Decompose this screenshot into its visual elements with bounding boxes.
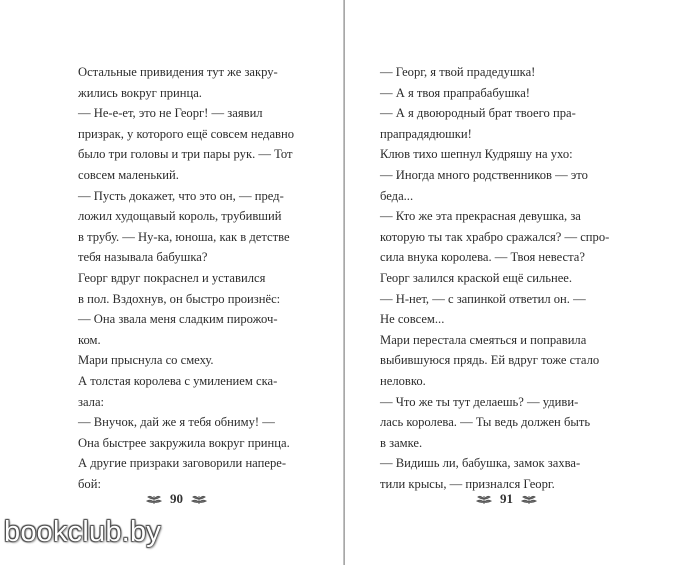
- text-line: беда...: [380, 188, 414, 203]
- text-line: которую ты так храбро сражался? — спро-: [380, 229, 610, 244]
- text-line: — Не-е-ет, это не Георг! — заявил: [78, 106, 263, 121]
- right-page-text: [380, 62, 628, 494]
- book-gutter: [343, 0, 345, 565]
- text-line: в замке.: [380, 435, 423, 450]
- text-line: прапрадядюшки!: [380, 126, 472, 141]
- leaf-sprig-icon: [476, 493, 492, 505]
- text-line: зала:: [78, 394, 105, 409]
- text-line: неловко.: [380, 373, 426, 388]
- text-line: Мари перестала смеяться и поправила: [380, 332, 587, 347]
- page-number: 91: [500, 491, 513, 506]
- text-line: Остальные привидения тут же закру-: [78, 65, 278, 79]
- text-line: — Внучок, дай же я тебя обниму! —: [78, 415, 275, 430]
- text-line: тебя называла бабушка?: [78, 250, 208, 265]
- text-line: — Георг, я твой прадедушка!: [380, 65, 536, 79]
- text-line: Георг залился краской ещё сильнее.: [380, 270, 573, 285]
- text-line: Георг вдруг покраснел и уставился: [78, 270, 266, 285]
- text-line: Не совсем...: [380, 312, 445, 327]
- text-line: в пол. Вздохнув, он быстро произнёс:: [78, 291, 281, 306]
- leaf-sprig-icon: [146, 493, 162, 505]
- right-page-number: [476, 491, 537, 507]
- text-line: — Иногда много родственников — это: [380, 167, 588, 182]
- text-line: было три головы и три пары рук. — Тот: [78, 147, 293, 162]
- text-line: призрак, у которого ещё совсем недавно: [78, 126, 295, 141]
- left-page-number: [146, 491, 207, 507]
- text-line: — Видишь ли, бабушка, замок захва-: [380, 456, 581, 471]
- text-line: совсем маленький.: [78, 167, 179, 182]
- left-page-text: [78, 62, 310, 494]
- text-line: жились вокруг принца.: [78, 85, 202, 100]
- watermark: bookclub.by: [4, 516, 161, 548]
- page-number: 90: [170, 491, 183, 506]
- text-line: — А я двоюродный брат твоего пра-: [380, 106, 576, 121]
- text-line: — Пусть докажет, что это он, — пред-: [78, 188, 284, 203]
- text-line: — Что же ты тут делаешь? — удиви-: [380, 394, 579, 409]
- text-line: тили крысы, — признался Георг.: [380, 476, 555, 491]
- text-line: сила внука королева. — Твоя невеста?: [380, 250, 585, 265]
- text-line: выбившуюся прядь. Ей вдруг тоже стало: [380, 353, 600, 368]
- text-line: — А я твоя прапрабабушка!: [380, 85, 531, 100]
- text-line: ложил худощавый король, трубивший: [78, 209, 282, 224]
- text-line: А другие призраки заговорили напере-: [78, 456, 287, 471]
- text-line: бой:: [78, 476, 101, 491]
- text-line: Клюв тихо шепнул Кудряшу на ухо:: [380, 147, 573, 162]
- text-line: — Кто же эта прекрасная девушка, за: [380, 209, 581, 224]
- text-line: Мари прыснула со смеху.: [78, 353, 214, 368]
- leaf-sprig-icon: [191, 493, 207, 505]
- text-line: ком.: [78, 332, 101, 347]
- text-line: А толстая королева с умилением ска-: [78, 373, 278, 388]
- text-line: Она быстрее закружила вокруг принца.: [78, 435, 290, 450]
- text-line: — Она звала меня сладким пирожоч-: [78, 312, 278, 327]
- text-line: — Н-нет, — с запинкой ответил он. —: [380, 291, 586, 306]
- text-line: лась королева. — Ты ведь должен быть: [380, 415, 591, 430]
- leaf-sprig-icon: [521, 493, 537, 505]
- text-line: в трубу. — Ну-ка, юноша, как в детстве: [78, 229, 290, 244]
